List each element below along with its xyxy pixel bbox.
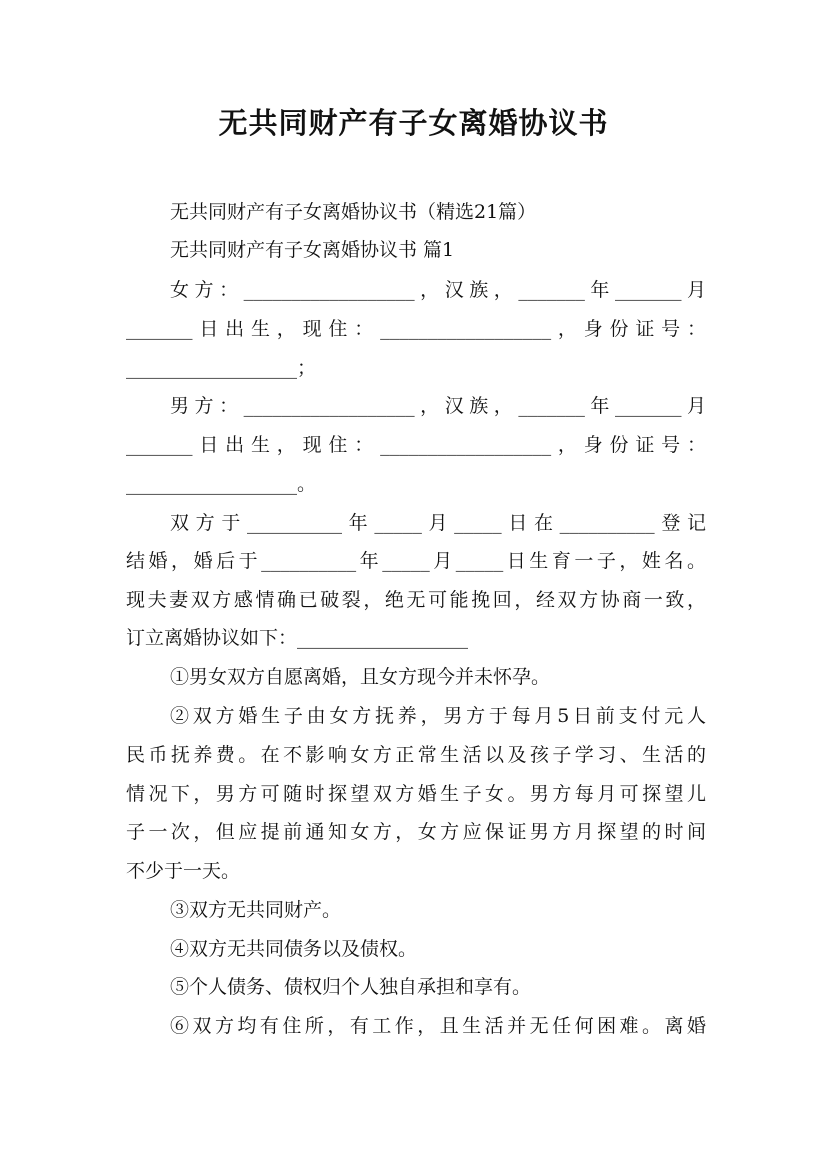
document-title: 无共同财产有子女离婚协议书	[218, 106, 609, 140]
clause-4: ④双方无共同债务以及债权。	[170, 938, 418, 960]
clause-2-line-5: 不少于一天。	[126, 860, 241, 882]
marriage-paragraph-line-2: 结婚，婚后于__________年_____月_____日生育一子，姓名。	[126, 550, 706, 572]
male-party-line-3: __________________。	[126, 473, 317, 495]
marriage-paragraph-line-4: 订立离婚协议如下：__________________	[126, 627, 469, 649]
female-party-line-3: __________________；	[126, 357, 317, 379]
marriage-paragraph-line-1: 双方于__________年_____月_____日在__________登记	[170, 512, 706, 534]
male-party-line-1: 男方：__________________，汉族，_______年_______月	[170, 395, 706, 417]
clause-2-line-1: ②双方婚生子由女方抚养，男方于每月5日前支付元人	[170, 705, 706, 727]
male-party-line-2: _______日出生，现住：__________________，身份证号：	[126, 434, 706, 456]
clause-3: ③双方无共同财产。	[170, 899, 342, 921]
clause-1: ①男女双方自愿离婚，且女方现今并未怀孕。	[170, 666, 551, 688]
clause-2-line-4: 子一次，但应提前通知女方，女方应保证男方月探望的时间	[126, 821, 706, 843]
clause-6-line-1: ⑥双方均有住所，有工作，且生活并无任何困难。离婚	[170, 1015, 706, 1037]
clause-5: ⑤个人债务、债权归个人独自承担和享有。	[170, 976, 532, 998]
clause-2-line-3: 情况下，男方可随时探望双方婚生子女。男方每月可探望儿	[126, 783, 706, 805]
female-party-line-2: _______日出生，现住：__________________，身份证号：	[126, 318, 706, 340]
subtitle-line: 无共同财产有子女离婚协议书（精选21篇）	[170, 201, 537, 223]
marriage-paragraph-line-3: 现夫妻双方感情确已破裂，绝无可能挽回，经双方协商一致，	[126, 589, 706, 611]
female-party-line-1: 女方：__________________，汉族，_______年_______月	[170, 279, 706, 301]
clause-2-line-2: 民币抚养费。在不影响女方正常生活以及孩子学习、生活的	[126, 744, 706, 766]
section-heading: 无共同财产有子女离婚协议书 篇1	[170, 239, 455, 261]
